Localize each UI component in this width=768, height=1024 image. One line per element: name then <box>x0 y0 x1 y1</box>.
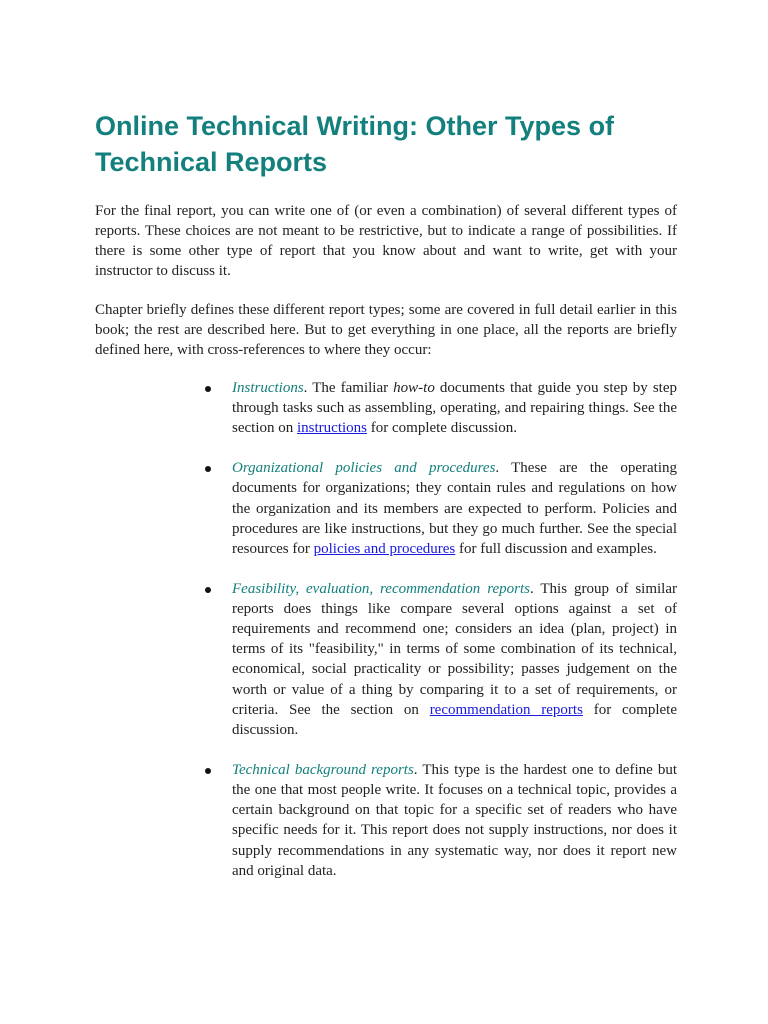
item-term: Feasibility, evaluation, recommendation reports <box>232 580 530 597</box>
item-text: for full discussion and examples. <box>455 540 657 557</box>
instructions-link[interactable]: instructions <box>297 420 367 437</box>
bullet-icon <box>205 768 211 774</box>
list-item-policies <box>205 458 677 559</box>
report-types-list <box>205 378 677 881</box>
intro-paragraph: For the final report, you can write one of (or even a combination) of several different types of reports. These choices are not meant to be restrictive, but to indicate a range of possibilities. If there is some other type of report that you know about and want to write, get with your instructor to discuss it. <box>95 203 677 279</box>
item-term: Technical background reports <box>232 761 414 778</box>
item-emphasis: how-to <box>393 380 435 396</box>
list-item-technical-background <box>205 760 677 881</box>
item-term: Organizational policies and procedures <box>232 460 496 477</box>
item-text: . This group of similar reports does things like compare several options against a set of requirements and recommend one; considers an idea (plan, project) in terms of its "feasibility," in terms of some combination of its technical, economical, social practicality or possibility; passes judgement on the worth or value of a thing by comparing it to a set of requirements, or criteria. See the section on <box>232 580 678 718</box>
item-text: . This type is the hardest one to define but the one that most people write. It focuses on a technical topic, provides a certain background on that topic for a specific set of readers who have specific needs for it. This report does not supply instructions, nor does it supply recommendations in any systematic way, nor does it report new and original data. <box>232 761 677 879</box>
bullet-icon <box>205 466 211 472</box>
page-title: Online Technical Writing: Other Types of Technical Reports <box>95 111 615 177</box>
item-term: Instructions <box>232 380 304 396</box>
item-text: documents that guide you step by step through tasks such as assembling, operating, and repairing things. See the section on <box>232 380 677 437</box>
recommendation-reports-link[interactable]: recommendation reports <box>429 701 583 718</box>
item-text: . The familiar <box>303 380 394 396</box>
policies-procedures-link[interactable]: policies and procedures <box>313 540 456 557</box>
item-text: for complete discussion. <box>367 420 517 437</box>
list-item-feasibility <box>205 579 677 741</box>
bullet-icon <box>205 386 211 392</box>
item-text: for complete discussion. <box>232 701 678 739</box>
item-text: . These are the operating documents for organizations; they contain rules and regulations on how the organization and its members are expected to perform. Policies and procedures are like instructions, but they go much further. See the special resources for <box>232 460 677 557</box>
overview-paragraph: Chapter briefly defines these different report types; some are covered in full detail earlier in this book; the rest are described here. But to get everything in one place, all the reports are briefly defined here, with cross-references to where they occur: <box>95 302 677 358</box>
bullet-icon <box>205 587 211 593</box>
list-item-instructions <box>205 378 677 439</box>
